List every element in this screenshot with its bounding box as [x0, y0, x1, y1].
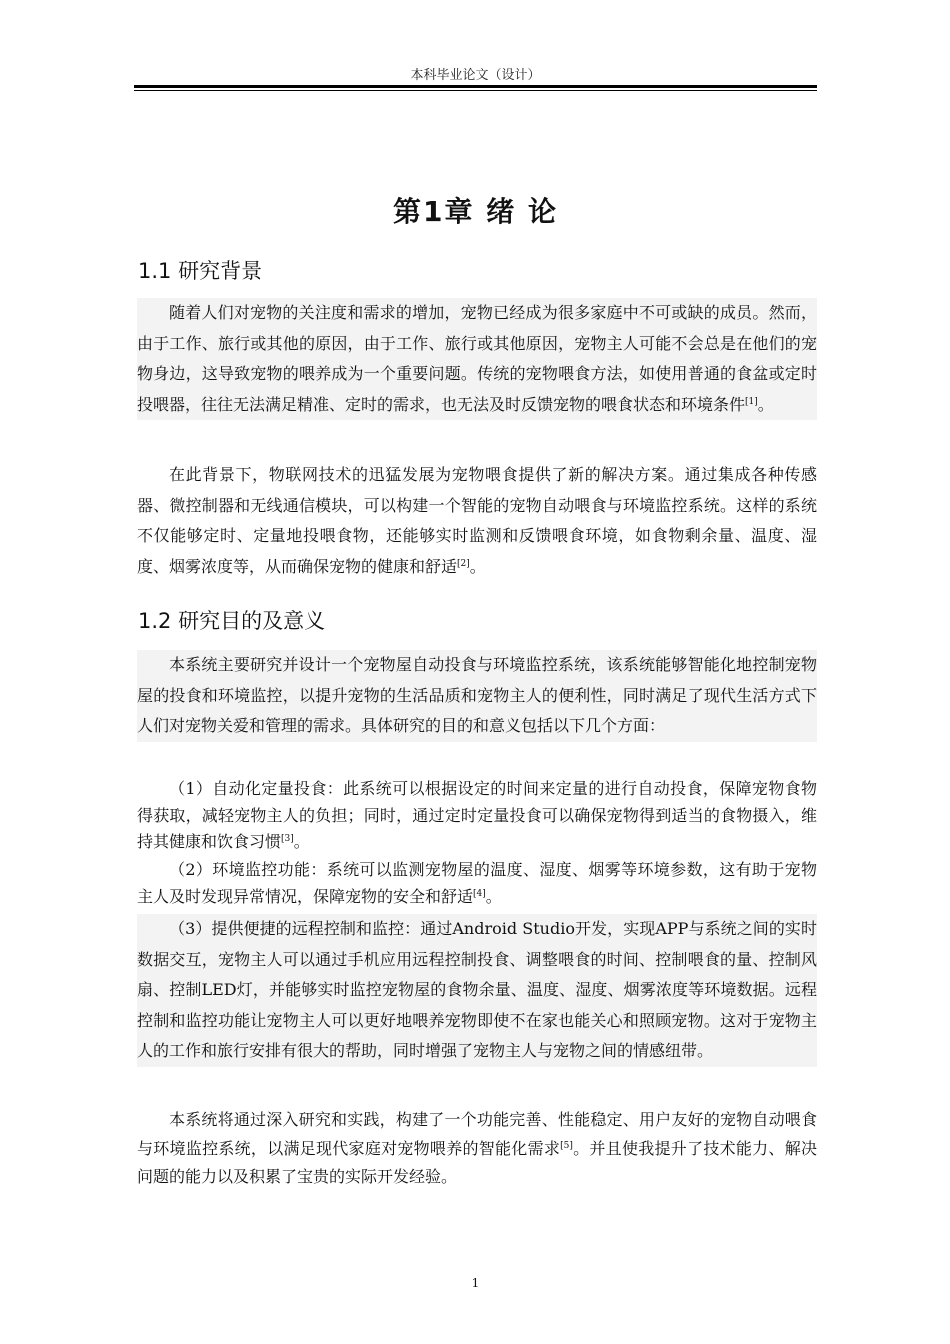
citation-ref[interactable]: [4]: [473, 888, 486, 899]
chapter-title: 第1章 绪 论: [393, 195, 558, 228]
list-item: （1）自动化定量投食：此系统可以根据设定的时间来定量的进行自动投食，保障宠物食物得获取，减轻宠物主人的负担；同时，通过定时定量投食可以确保宠物得到适当的食物摄入，维持其健康和饮食习惯[3]。: [137, 779, 817, 851]
list-item: （2）环境监控功能：系统可以监测宠物屋的温度、湿度、烟雾等环境参数，这有助于宠物主人及时发现异常情况，保障宠物的安全和舒适[4]。: [137, 860, 817, 906]
closing-paragraph: 本系统将通过深入研究和实践，构建了一个功能完善、性能稳定、用户友好的宠物自动喂食与环境监控系统，以满足现代家庭对宠物喂养的智能化需求[5]。并且使我提升了技术能力、解决问题的能力以及积累了宝贵的实际开发经验。: [137, 1110, 817, 1186]
paragraph-background-2: [137, 460, 817, 582]
header-rule-thick: [134, 85, 817, 88]
body-paragraph: 随着人们对宠物的关注度和需求的增加，宠物已经成为很多家庭中不可或缺的成员。然而，由于工作、旅行或其他的原因，由于工作、旅行或其他原因，宠物主人可能不会总是在他们的宠物身边，这导致宠物的喂养成为一个重要问题。传统的宠物喂食方法，如使用普通的食盆或定时投喂器，往往无法满足精准、定时的需求，也无法及时反馈宠物的喂食状态和环境条件[1]。: [137, 303, 817, 414]
citation-ref[interactable]: [2]: [457, 558, 470, 569]
list-item: （3）提供便捷的远程控制和监控：通过Android Studio开发，实现APP与系统之间的实时数据交互，宠物主人可以通过手机应用远程控制投食、调整喂食的时间、控制喂食的量、控制风扇、控制LED灯，并能够实时监控宠物屋的食物余量、温度、湿度、烟雾浓度等环境数据。远程控制和监控功能让宠物主人可以更好地喂养宠物即使不在家也能关心和照顾宠物。这对于宠物主人的工作和旅行安排有很大的帮助，同时增强了宠物主人与宠物之间的情感纽带。: [137, 919, 817, 1060]
header-rule-thin: [134, 90, 817, 91]
list-item-block-3: [137, 914, 817, 1067]
section-title-1-2: 1.2 研究目的及意义: [138, 609, 326, 633]
citation-ref[interactable]: [5]: [560, 1140, 573, 1151]
section-title-1-1: 1.1 研究背景: [138, 259, 263, 283]
list-item-block-2: [137, 857, 817, 910]
citation-ref[interactable]: [1]: [745, 396, 758, 407]
paragraph-background-1: [137, 298, 817, 420]
page-number: 1: [471, 1276, 480, 1290]
citation-ref[interactable]: [3]: [281, 834, 294, 844]
page-header: 本科毕业论文（设计）: [410, 68, 541, 83]
closing-paragraph-block: [137, 1106, 817, 1192]
body-paragraph: 在此背景下，物联网技术的迅猛发展为宠物喂食提供了新的解决方案。通过集成各种传感器、微控制器和无线通信模块，可以构建一个智能的宠物自动喂食与环境监控系统。这样的系统不仅能够定时、定量地投喂食物，还能够实时监测和反馈喂食环境，如食物剩余量、温度、湿度、烟雾浓度等，从而确保宠物的健康和舒适[2]。: [137, 465, 817, 576]
intro-paragraph-block: [137, 650, 817, 742]
intro-paragraph: 本系统主要研究并设计一个宠物屋自动投食与环境监控系统，该系统能够智能化地控制宠物屋的投食和环境监控，以提升宠物的生活品质和宠物主人的便利性，同时满足了现代生活方式下人们对宠物关爱和管理的需求。具体研究的目的和意义包括以下几个方面：: [137, 655, 817, 735]
list-item-block-1: [137, 776, 817, 856]
